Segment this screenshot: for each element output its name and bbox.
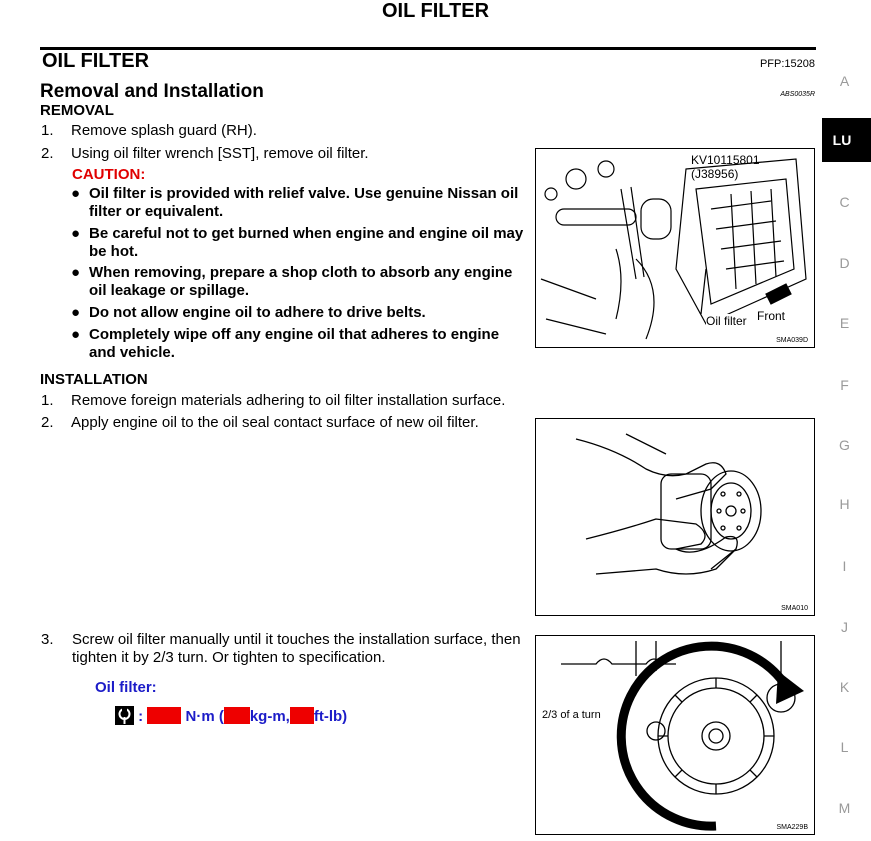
tab-label: M (838, 800, 851, 816)
step-text: Remove foreign materials adhering to oil filter installation surface. (71, 392, 506, 409)
tab-label: L (840, 739, 849, 755)
tab-label: H (839, 496, 850, 512)
step-text: Remove splash guard (RH). (71, 122, 257, 139)
figure-apply-oil (535, 418, 815, 616)
tab-label: J (841, 619, 848, 635)
installation-step-2 (41, 414, 479, 431)
tab-lu[interactable] (822, 118, 871, 162)
figure-id: SMA039D (776, 337, 808, 344)
label-oil-filter: Oil filter (706, 314, 747, 328)
caution-label: CAUTION: (72, 166, 146, 183)
bullet-icon: ● (71, 185, 81, 202)
step-text: Apply engine oil to the oil seal contact surface of new oil filter. (71, 414, 479, 431)
title-rule (40, 47, 816, 50)
label-front: Front (757, 309, 786, 323)
reference-code: ABS0035R (780, 91, 815, 98)
figure-id: SMA010 (781, 605, 808, 612)
tab-label: G (839, 437, 850, 453)
step-text: Screw oil filter manually until it touches the installation surface, then tighten it by 2/3 turn. Or tighten to specification. (72, 631, 521, 666)
tool-number: KV10115801 (691, 153, 760, 167)
caution-text: Completely wipe off any engine oil that adheres to engine and vehicle. (89, 326, 500, 361)
figure-oil-filter-wrench (535, 148, 815, 348)
tab-label: K (839, 679, 850, 695)
caution-item (71, 225, 529, 261)
spec-colon: : (138, 708, 144, 725)
caution-item (71, 326, 529, 362)
step-number: 1. (41, 392, 54, 409)
filter-turn-illustration (536, 636, 814, 834)
installation-step-3 (41, 631, 526, 667)
torque-spec (115, 706, 347, 729)
caution-item (71, 185, 529, 221)
caution-text: When removing, prepare a shop cloth to absorb any engine oil leakage or spillage. (89, 264, 513, 299)
removal-step-1 (41, 122, 257, 139)
torque-wrench-icon (115, 706, 134, 729)
bullet-icon: ● (71, 264, 81, 281)
tab-label: I (842, 558, 847, 574)
installation-step-1 (41, 392, 505, 409)
tab-label: E (839, 315, 850, 331)
page-title: OIL FILTER (381, 0, 490, 22)
step-number: 3. (41, 631, 54, 648)
step-number: 1. (41, 122, 54, 139)
unit-kgm: kg-m, (249, 708, 290, 725)
tab-label: D (839, 255, 850, 271)
spec-label: Oil filter: (95, 679, 157, 696)
figure-id: SMA229B (776, 824, 808, 831)
redacted-value (147, 707, 181, 724)
bullet-icon: ● (71, 225, 81, 242)
bullet-icon: ● (71, 304, 81, 321)
caution-text: Oil filter is provided with relief valve. Use genuine Nissan oil filter or equivalent. (89, 185, 519, 220)
tab-label: C (839, 194, 850, 210)
turn-label: 2/3 of a turn (542, 709, 601, 721)
tab-label: F (840, 377, 849, 393)
caution-text: Be careful not to get burned when engine and engine oil may be hot. (89, 225, 524, 260)
unit-nm: N·m ( (185, 708, 224, 725)
step-number: 2. (41, 145, 54, 162)
tab-label: LU (832, 132, 852, 148)
bullet-icon: ● (71, 326, 81, 343)
hands-oil-filter-illustration (536, 419, 814, 615)
caution-text: Do not allow engine oil to adhere to drive belts. (89, 304, 426, 321)
unit-ftlb: ft-lb) (313, 708, 348, 725)
figure-tighten-turn (535, 635, 815, 835)
subtitle: Removal and Installation (40, 81, 264, 102)
removal-heading: REMOVAL (40, 102, 114, 119)
caution-item (71, 304, 529, 322)
step-number: 2. (41, 414, 54, 431)
redacted-value (224, 707, 250, 724)
section-title: OIL FILTER (42, 50, 150, 72)
redacted-value (290, 707, 314, 724)
removal-step-2 (41, 145, 369, 162)
installation-heading: INSTALLATION (40, 371, 148, 388)
step-text: Using oil filter wrench [SST], remove oil filter. (71, 145, 369, 162)
pfp-code: PFP:15208 (759, 58, 815, 70)
tool-number-alt: (J38956) (691, 167, 739, 181)
tab-label: A (839, 73, 850, 89)
caution-item (71, 264, 529, 300)
